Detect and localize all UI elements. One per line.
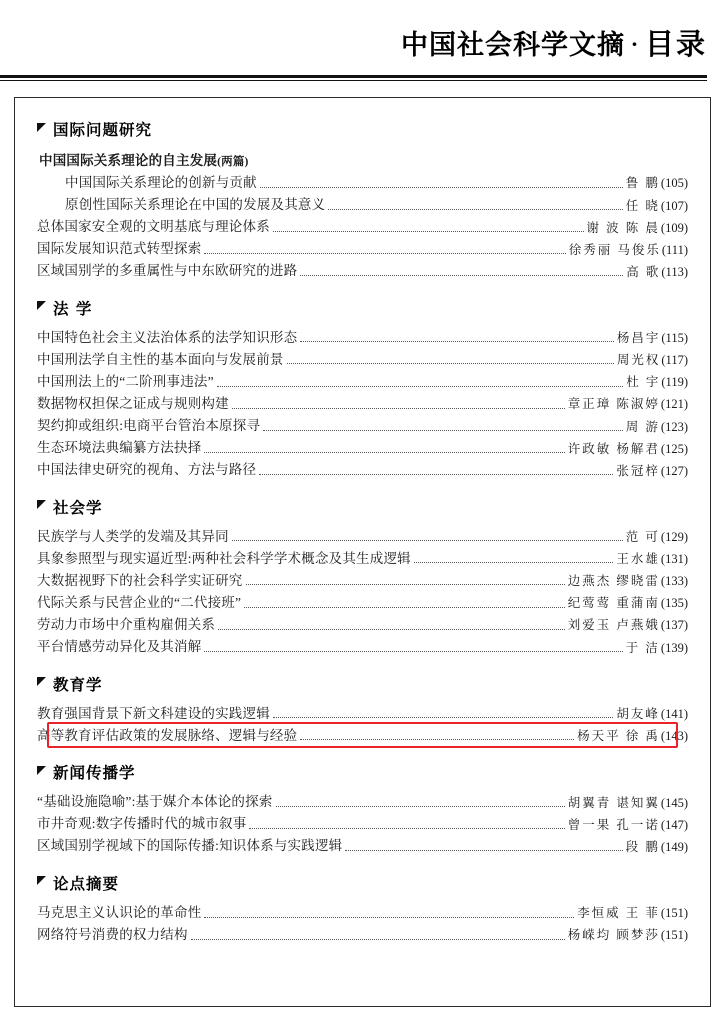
- group-label-text: 中国国际关系理论的自主发展: [39, 153, 218, 168]
- section-title: 国际问题研究: [53, 121, 153, 139]
- entry-authors: 高 歌: [626, 264, 661, 279]
- entry-title: 大数据视野下的社会科学实证研究: [37, 572, 243, 588]
- leader-dots: [246, 583, 565, 585]
- leader-dots: [414, 561, 614, 563]
- toc-entry[interactable]: [37, 350, 688, 370]
- entry-authors: 于 洁: [625, 640, 660, 655]
- toc-entry[interactable]: [37, 527, 688, 547]
- entry-title: 中国法律史研究的视角、方法与路径: [37, 462, 257, 478]
- entry-title: 代际关系与民营企业的“二代接班”: [37, 594, 242, 610]
- entry-authors: 范 可: [625, 530, 660, 545]
- toc-entry-row[interactable]: [37, 261, 688, 281]
- entry-page-number: (119): [661, 375, 688, 390]
- toc-entry-row[interactable]: [37, 350, 688, 370]
- toc-entry-row[interactable]: [37, 903, 688, 923]
- leader-dots: [191, 938, 565, 940]
- leader-dots: [218, 628, 565, 630]
- entry-title: 国际发展知识范式转型探索: [37, 241, 202, 257]
- toc-entry[interactable]: [37, 571, 688, 591]
- toc-entry-row[interactable]: [37, 792, 688, 812]
- section-heading-law: [37, 297, 688, 319]
- entry-title: “基础设施隐喻”:基于媒介本体论的探索: [37, 794, 273, 810]
- entry-page-number: (105): [660, 176, 688, 191]
- group-label-count: (两篇): [217, 156, 249, 168]
- section-title: 法 学: [53, 299, 93, 318]
- header-divider-thin: [0, 80, 707, 81]
- toc-entry[interactable]: [37, 792, 688, 812]
- leader-dots: [204, 650, 622, 652]
- leader-dots: [232, 407, 565, 409]
- toc-entry[interactable]: [37, 328, 688, 348]
- toc-entry[interactable]: [37, 261, 688, 281]
- entry-authors: 曾一果 孔一诺: [567, 817, 660, 832]
- entry-authors: 边燕杰 缪晓雷: [567, 574, 660, 589]
- toc-entry-row[interactable]: [37, 637, 688, 657]
- leader-dots: [276, 805, 565, 807]
- entry-title: 区域国别学视域下的国际传播:知识体系与实践逻辑: [37, 838, 343, 854]
- entry-authors: 周 游: [625, 419, 660, 434]
- entry-title: 平台情感劳动异化及其消解: [37, 639, 202, 655]
- entry-title: 教育强国背景下新文科建设的实践逻辑: [37, 705, 270, 721]
- title-separator: ·: [631, 32, 639, 56]
- toc-entry[interactable]: [37, 836, 688, 856]
- toc-entry-row[interactable]: [37, 593, 688, 613]
- entry-page-number: (143): [660, 729, 688, 744]
- leader-dots: [328, 208, 622, 210]
- page-header: [0, 0, 725, 81]
- entry-title: 市井奇观:数字传播时代的城市叙事: [37, 816, 247, 832]
- entry-title: 中国特色社会主义法治体系的法学知识形态: [37, 329, 298, 345]
- entry-page-number: (121): [660, 397, 688, 412]
- toc-entry-row[interactable]: [37, 836, 688, 856]
- toc-body: [14, 97, 711, 1007]
- leader-dots: [249, 827, 564, 829]
- toc-entry-row[interactable]: [37, 416, 688, 436]
- entry-authors: 胡友峰: [616, 707, 660, 722]
- section-title: 教育学: [53, 675, 103, 694]
- entry-page-number: (113): [661, 264, 688, 279]
- entry-authors: 杨天平 徐 禹: [577, 729, 660, 744]
- catalog-label: 目录: [644, 27, 707, 61]
- publication-name: 中国社会科学文摘: [401, 30, 626, 61]
- toc-entry-row[interactable]: [37, 394, 688, 414]
- section-heading-journalism: [37, 761, 688, 783]
- toc-entry-row[interactable]: [37, 438, 688, 458]
- entry-title: 契约抑或组织:电商平台管治本原探寻: [37, 418, 261, 434]
- entry-title: 生态环境法典编纂方法抉择: [37, 440, 202, 456]
- section-title: 论点摘要: [53, 874, 120, 893]
- toc-entry[interactable]: [37, 239, 688, 259]
- leader-dots: [232, 539, 623, 541]
- toc-entry[interactable]: [37, 615, 688, 635]
- toc-entry-row[interactable]: [37, 925, 688, 945]
- toc-entry-row[interactable]: [37, 173, 688, 193]
- entry-title: 中国刑法学自主性的基本面向与发展前景: [37, 351, 284, 367]
- section-heading-sociology: [37, 496, 688, 518]
- toc-entry[interactable]: [37, 173, 688, 193]
- entry-authors: 胡翼青 谌知翼: [567, 795, 660, 810]
- entry-authors: 张冠梓: [616, 463, 660, 478]
- entry-title: 高等教育评估政策的发展脉络、逻辑与经验: [37, 727, 298, 743]
- entry-title: 劳动力市场中介重构雇佣关系: [37, 617, 216, 632]
- toc-entry[interactable]: [37, 637, 688, 657]
- entry-page-number: (111): [661, 242, 688, 257]
- toc-entry[interactable]: [37, 726, 688, 746]
- leader-dots: [260, 186, 623, 188]
- entry-authors: 杨嵘均 顾梦莎: [567, 928, 660, 943]
- toc-entry-row[interactable]: [37, 328, 688, 348]
- entry-page-number: (125): [660, 441, 688, 456]
- entry-page-number: (145): [660, 795, 688, 810]
- entry-page-number: (135): [660, 596, 688, 611]
- leader-dots: [263, 429, 623, 431]
- triangle-bullet-icon: [37, 301, 46, 310]
- entry-title: 中国国际关系理论的创新与贡献: [65, 175, 257, 190]
- entry-page-number: (151): [660, 906, 688, 921]
- header-divider-thick: [0, 75, 707, 78]
- toc-entry-row[interactable]: [37, 549, 688, 569]
- entry-page-number: (149): [660, 839, 688, 854]
- entry-authors: 李恒威 王 菲: [577, 906, 660, 921]
- entry-title: 马克思主义认识论的革命性: [37, 904, 202, 920]
- entry-page-number: (129): [660, 530, 688, 545]
- entry-page-number: (151): [660, 928, 688, 943]
- entry-page-number: (127): [660, 463, 688, 478]
- entry-authors: 纪莺莺 重蒲南: [567, 596, 660, 611]
- toc-entry[interactable]: [37, 394, 688, 414]
- entry-page-number: (133): [660, 574, 688, 589]
- leader-dots: [244, 606, 565, 608]
- toc-entry-row[interactable]: [37, 372, 688, 392]
- toc-entry-row[interactable]: [37, 527, 688, 547]
- toc-entry-row[interactable]: [37, 460, 688, 480]
- entry-group-label: [39, 149, 688, 169]
- toc-entry[interactable]: [37, 549, 688, 569]
- leader-dots: [259, 473, 613, 475]
- entry-authors: 杨昌宇: [616, 331, 661, 346]
- leader-dots: [345, 849, 622, 851]
- toc-entry[interactable]: [37, 460, 688, 480]
- toc-entry[interactable]: [37, 704, 688, 724]
- section-heading-abstracts: [37, 872, 688, 894]
- leader-dots: [300, 738, 574, 740]
- triangle-bullet-icon: [37, 500, 46, 509]
- entry-authors: 周光权: [616, 353, 661, 368]
- toc-entry-row[interactable]: [37, 195, 688, 215]
- entry-authors: 段 鹏: [625, 839, 660, 854]
- leader-dots: [204, 252, 565, 254]
- toc-entry-row[interactable]: [37, 814, 688, 834]
- leader-dots: [300, 340, 614, 342]
- toc-entry-row[interactable]: [37, 704, 688, 724]
- triangle-bullet-icon: [37, 766, 46, 775]
- toc-entry-row[interactable]: [37, 615, 688, 635]
- toc-entry[interactable]: [37, 593, 688, 613]
- section-heading-education: [37, 673, 688, 695]
- toc-entry[interactable]: [37, 195, 688, 215]
- entry-authors: 鲁 鹏: [625, 176, 660, 191]
- entry-page-number: (123): [660, 419, 688, 434]
- toc-entry[interactable]: [37, 925, 688, 945]
- leader-dots: [300, 274, 623, 276]
- publication-title: [0, 22, 707, 63]
- entry-authors: 杜 宇: [626, 375, 661, 390]
- entry-page-number: (141): [660, 707, 688, 722]
- entry-authors: 谢 波 陈 晨: [586, 220, 660, 235]
- entry-title: 原创性国际关系理论在中国的发展及其意义: [65, 197, 326, 213]
- triangle-bullet-icon: [37, 123, 46, 132]
- toc-entry-row[interactable]: [37, 726, 688, 746]
- section-title: 社会学: [53, 498, 103, 517]
- toc-entry[interactable]: [37, 416, 688, 436]
- toc-entry-row[interactable]: [37, 217, 688, 237]
- entry-page-number: (107): [660, 198, 688, 213]
- leader-dots: [273, 230, 584, 232]
- entry-page-number: (137): [660, 618, 688, 633]
- section-heading-international-studies: [37, 118, 688, 140]
- leader-dots: [273, 716, 614, 718]
- toc-entry-row[interactable]: [37, 239, 688, 259]
- toc-entry[interactable]: [37, 217, 688, 237]
- leader-dots: [204, 451, 564, 453]
- entry-title: 总体国家安全观的文明基底与理论体系: [37, 219, 270, 235]
- entry-page-number: (109): [660, 220, 688, 235]
- toc-entry[interactable]: [37, 903, 688, 923]
- entry-authors: 许政敏 杨解君: [567, 441, 660, 456]
- section-title: 新闻传播学: [53, 764, 136, 783]
- entry-title: 民族学与人类学的发端及其异同: [37, 528, 229, 544]
- entry-title: 具象参照型与现实逼近型:两种社会科学学术概念及其生成逻辑: [37, 550, 411, 566]
- toc-entry-row[interactable]: [37, 571, 688, 591]
- entry-page-number: (131): [660, 552, 688, 567]
- entry-page-number: (147): [660, 817, 688, 832]
- leader-dots: [204, 916, 574, 918]
- leader-dots: [217, 385, 623, 387]
- triangle-bullet-icon: [37, 876, 46, 885]
- entry-page-number: (115): [661, 331, 688, 346]
- entry-title: 网络符号消费的权力结构: [37, 927, 188, 942]
- toc-entry[interactable]: [37, 438, 688, 458]
- toc-entry[interactable]: [37, 372, 688, 392]
- triangle-bullet-icon: [37, 677, 46, 686]
- toc-entry[interactable]: [37, 814, 688, 834]
- entry-authors: 王水雄: [616, 552, 660, 567]
- entry-title: 数据物权担保之证成与规则构建: [37, 396, 229, 411]
- leader-dots: [287, 362, 614, 364]
- entry-page-number: (139): [660, 640, 688, 655]
- entry-authors: 刘爱玉 卢燕娥: [567, 618, 660, 633]
- entry-title: 区域国别学的多重属性与中东欧研究的进路: [37, 263, 298, 279]
- entry-page-number: (117): [661, 353, 688, 368]
- entry-authors: 章正璋 陈淑婷: [567, 397, 660, 412]
- entry-authors: 任 晓: [625, 198, 660, 213]
- entry-authors: 徐秀丽 马俊乐: [568, 242, 661, 257]
- entry-title: 中国刑法上的“二阶刑事违法”: [37, 373, 214, 389]
